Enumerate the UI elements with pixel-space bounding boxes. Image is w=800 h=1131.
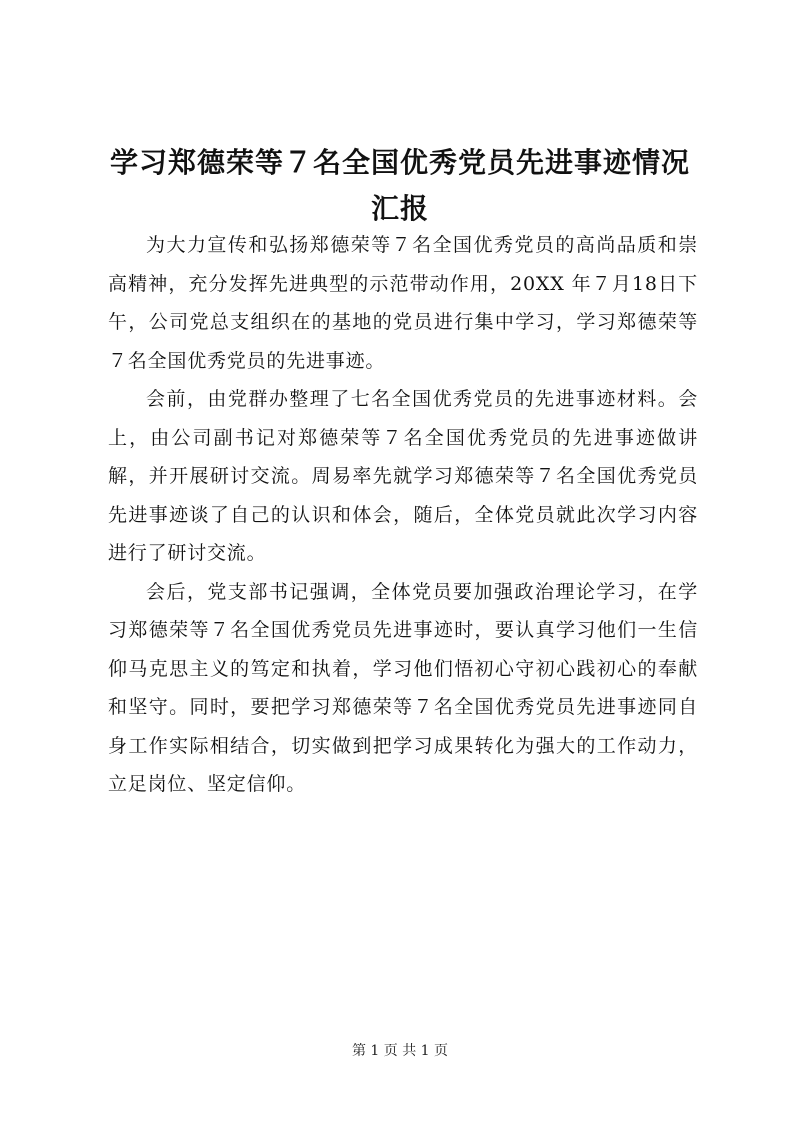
document-body xyxy=(108,226,698,804)
document-title xyxy=(100,140,700,232)
page-footer: 第 1 页 共 1 页 xyxy=(351,1043,449,1059)
paragraph-3: 会后，党支部书记强调，全体党员要加强政治理论学习，在学习郑德荣等７名全国优秀党员先进事迹时，要认真学习他们一生信仰马克思主义的笃定和执着，学习他们悟初心守初心践初心的奉献和坚守。同时，要把学习郑德荣等７名全国优秀党员先进事迹同自身工作实际相结合，切实做到把学习成果转化为强大的工作动力，立足岗位、坚定信仰。 xyxy=(108,580,698,795)
title-line-1: 学习郑德荣等７名全国优秀党员先进事迹情况 xyxy=(109,146,690,179)
paragraph-1: 为大力宣传和弘扬郑德荣等７名全国优秀党员的高尚品质和崇高精神，充分发挥先进典型的示范带动作用，20XX 年７月18日下午，公司党总支组织在的基地的党员进行集中学习，学习郑德荣等７名全国优秀党员的先进事迹。 xyxy=(108,234,698,372)
paragraph-2: 会前，由党群办整理了七名全国优秀党员的先进事迹材料。会上，由公司副书记对郑德荣等７名全国优秀党员的先进事迹做讲解，并开展研讨交流。周易率先就学习郑德荣等７名全国优秀党员先进事迹谈了自己的认识和体会，随后，全体党员就此次学习内容进行了研讨交流。 xyxy=(108,388,698,564)
title-line-2: 汇报 xyxy=(370,192,429,225)
